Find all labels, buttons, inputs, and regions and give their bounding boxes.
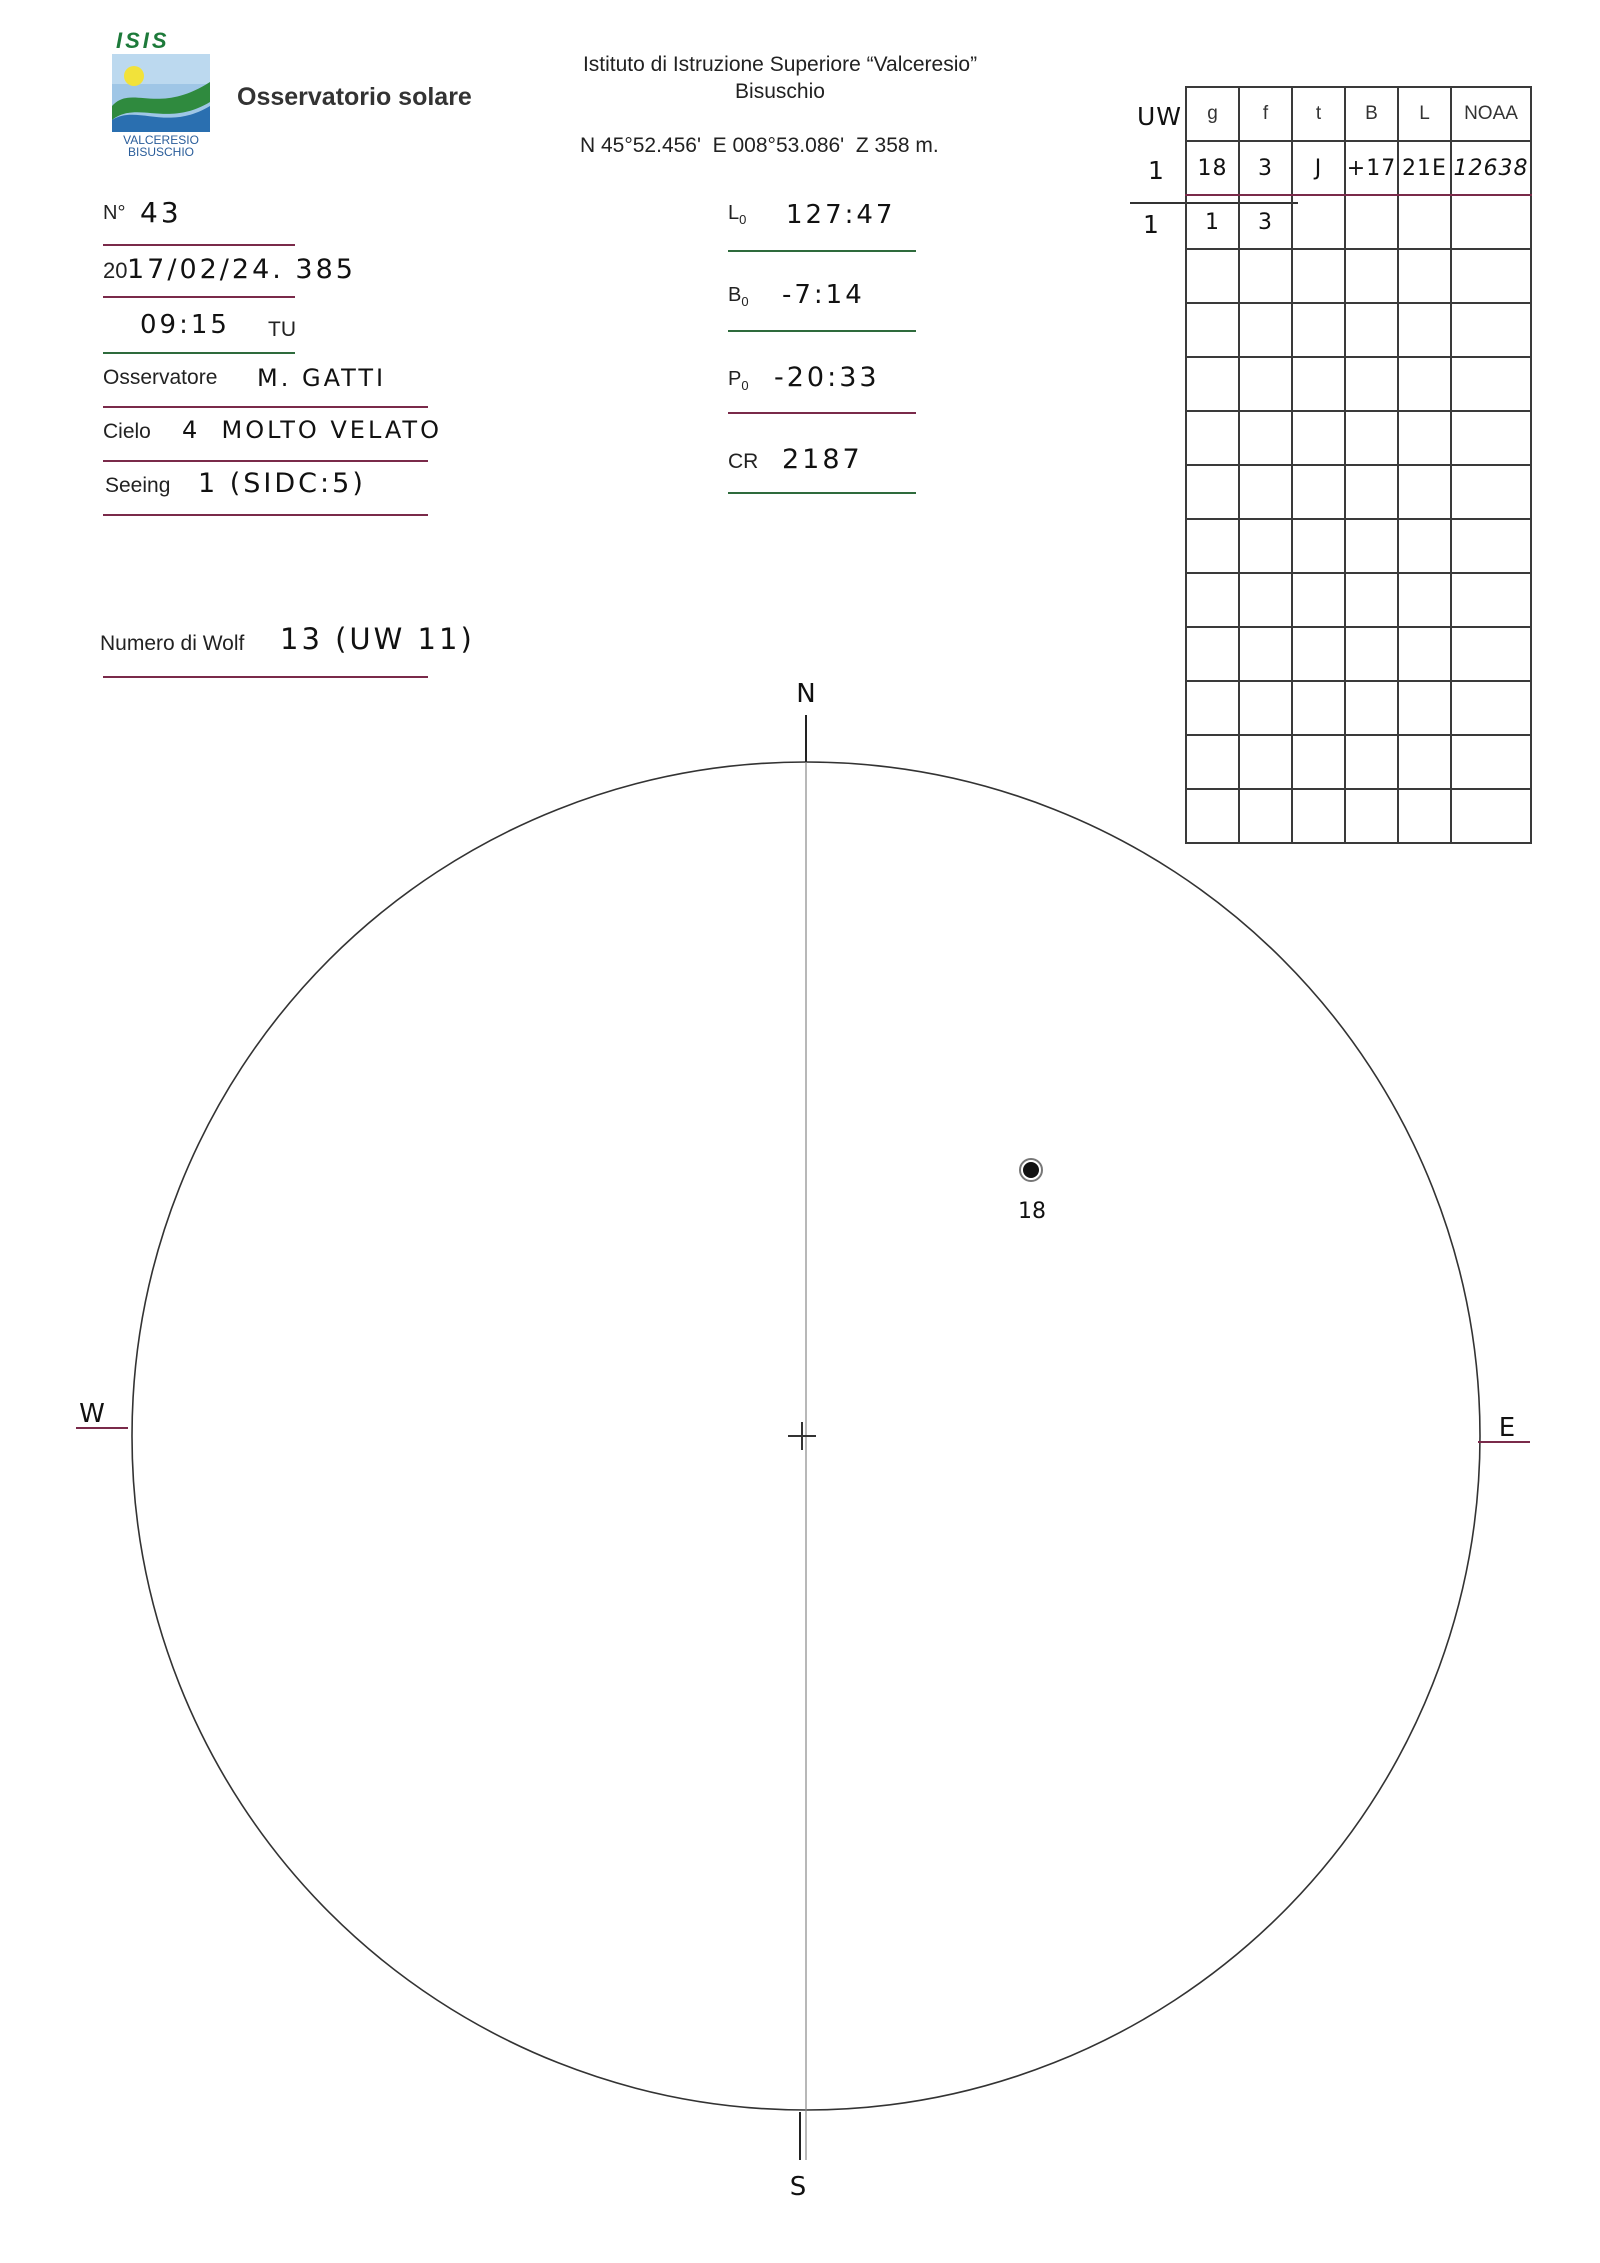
- logo-caption-1: VALCERESIO: [123, 133, 199, 147]
- cell-noaa: 12638: [1451, 141, 1531, 195]
- logo-word: ISIS: [116, 28, 170, 53]
- sunspot-group-18: [1023, 1162, 1039, 1178]
- west-label: W: [79, 1399, 105, 1429]
- observer-label: Osservatore: [103, 366, 218, 389]
- observer-value: M. GATTI: [257, 364, 387, 392]
- cr-value: 2187: [782, 444, 863, 475]
- group-row-uw: 1: [1148, 156, 1167, 185]
- date-value: 17/02/24. 385: [127, 254, 356, 285]
- observatory-coordinates: N 45°52.456' E 008°53.086' Z 358 m.: [580, 134, 939, 157]
- cell-g: 18: [1186, 141, 1239, 195]
- seeing-value: 1 (SIDC:5): [198, 468, 366, 499]
- l0-subscript: 0: [739, 212, 747, 227]
- cell-f: 3: [1239, 195, 1292, 249]
- col-header-g: g: [1186, 87, 1239, 141]
- cell-b: +17: [1345, 141, 1398, 195]
- p0-subscript: 0: [741, 378, 749, 393]
- cell-g: 1: [1186, 195, 1239, 249]
- institute-name: Istituto di Istruzione Superiore “Valceresio”: [582, 53, 978, 76]
- cr-label: CR: [728, 450, 759, 473]
- east-label: E: [1498, 1413, 1516, 1443]
- b0-value: -7:14: [782, 280, 865, 310]
- total-row-uw: 1: [1143, 210, 1162, 239]
- b0-subscript: 0: [741, 294, 749, 309]
- uw-header: UW: [1137, 102, 1183, 131]
- seeing-label: Seeing: [105, 474, 171, 497]
- wolf-label: Numero di Wolf: [100, 632, 245, 655]
- b0-letter: B: [728, 284, 742, 306]
- p0-value: -20:33: [774, 362, 880, 393]
- number-label: N°: [103, 202, 126, 224]
- number-value: 43: [140, 196, 182, 229]
- sunspot-label: 18: [1018, 1199, 1046, 1224]
- page-title: Osservatorio solare: [237, 83, 472, 111]
- sky-value: 4 MOLTO VELATO: [182, 416, 442, 444]
- wolf-value: 13 (UW 11): [280, 622, 475, 656]
- institute-town: Bisuschio: [735, 80, 825, 103]
- l0-value: 127:47: [786, 200, 896, 230]
- logo-caption-2: BISUSCHIO: [127, 145, 194, 159]
- cell-t: J: [1292, 141, 1345, 195]
- col-header-l: L: [1398, 87, 1451, 141]
- south-label: S: [789, 2172, 807, 2202]
- col-header-b: B: [1345, 87, 1398, 141]
- north-label: N: [796, 679, 816, 709]
- col-header-t: t: [1292, 87, 1345, 141]
- col-header-f: f: [1239, 87, 1292, 141]
- p0-letter: P: [728, 368, 742, 390]
- date-prefix: 20: [103, 258, 128, 283]
- l0-letter: L: [728, 202, 740, 224]
- time-unit: TU: [268, 318, 296, 341]
- time-value: 09:15: [140, 310, 230, 340]
- col-header-noaa: NOAA: [1451, 87, 1531, 141]
- cell-l: 21E: [1398, 141, 1451, 195]
- sky-label: Cielo: [103, 420, 151, 443]
- cell-f: 3: [1239, 141, 1292, 195]
